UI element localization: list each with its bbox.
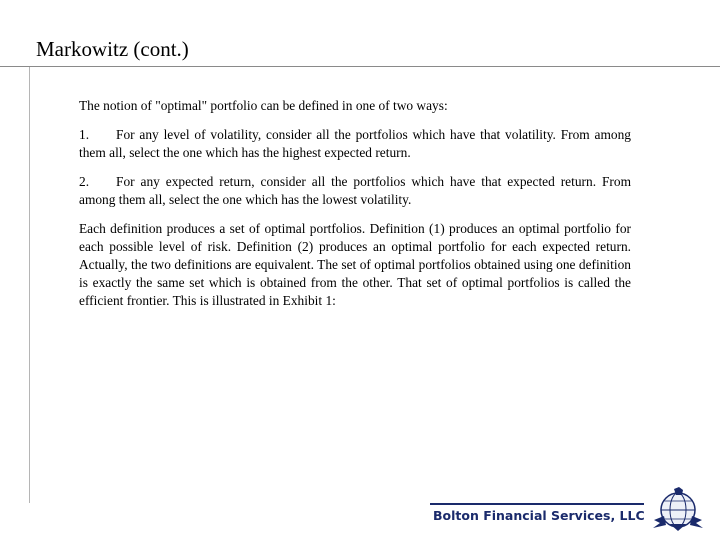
definition-number-2: 2.	[79, 174, 90, 189]
intro-paragraph: The notion of "optimal" portfolio can be defined in one of two ways:	[79, 98, 448, 113]
definition-item-1	[79, 126, 631, 162]
globe-logo-icon	[650, 486, 706, 532]
left-margin-rule	[29, 67, 30, 503]
footer-divider	[430, 503, 644, 505]
definition-text-2: For any expected return, consider all the portfolios which have that expected return. From among them all, select the one which has the lowest volatility.	[79, 174, 631, 207]
slide-title: Markowitz (cont.)	[36, 37, 189, 61]
title-divider	[0, 66, 720, 67]
definition-number-1: 1.	[79, 127, 90, 142]
conclusion-paragraph: Each definition produces a set of optimal portfolios. Definition (1) produces an optimal portfolio for each possible level of risk. Definition (2) produces an optimal portfolio for each expected return. Actually, the two definitions are equivalent. The set of optimal portfolios obtained using one definition is exactly the same set which is obtained from the other. That set of optimal portfolios is called the efficient frontier. This is illustrated in Exhibit 1:	[79, 221, 631, 308]
company-name: Bolton Financial Services, LLC	[433, 508, 645, 523]
slide-body	[79, 97, 631, 321]
definition-text-1: For any level of volatility, consider all the portfolios which have that volatility. From among them all, select the one which has the highest expected return.	[79, 127, 631, 160]
definition-item-2	[79, 173, 631, 209]
